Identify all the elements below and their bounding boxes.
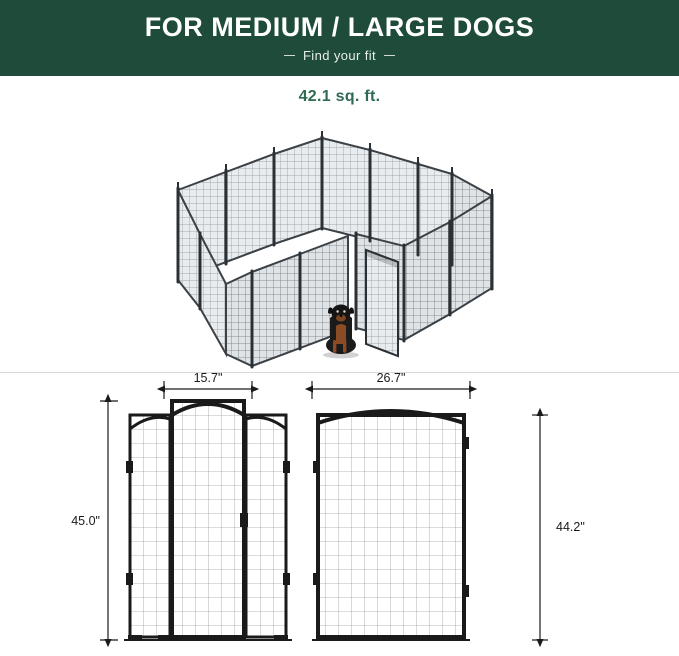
playpen-enclosure [178,131,492,367]
dimension-narrow-width [164,373,252,399]
label-panel-pair-width: 15.7" [193,373,223,385]
dimension-drawing [0,373,679,656]
label-panel-height: 45.0" [71,514,100,528]
page-subtitle: Find your fit [302,48,377,64]
subtitle-row [284,48,395,63]
label-door-height: 44.2" [556,520,585,534]
panel-back-4 [322,138,370,240]
dash-right-icon [384,55,395,56]
panel-back-3 [274,138,322,244]
dash-left-icon [284,55,295,56]
dimension-wide-width [312,373,470,399]
area-label: 42.1 sq. ft. [298,88,381,105]
narrow-panel-group [124,401,292,640]
label-panel-wide-width: 26.7" [376,373,406,385]
dimension-panel-height [71,401,118,640]
panel-door [366,250,398,356]
page-title: FOR MEDIUM / LARGE DOGS [144,11,535,42]
dimension-door-height [532,415,585,640]
wide-panel-group [312,411,470,640]
header-banner [0,0,679,76]
panel-left-2 [226,272,252,366]
panel-back-2 [226,154,274,262]
panel-front-0 [252,254,300,366]
playpen-illustration [0,112,679,372]
